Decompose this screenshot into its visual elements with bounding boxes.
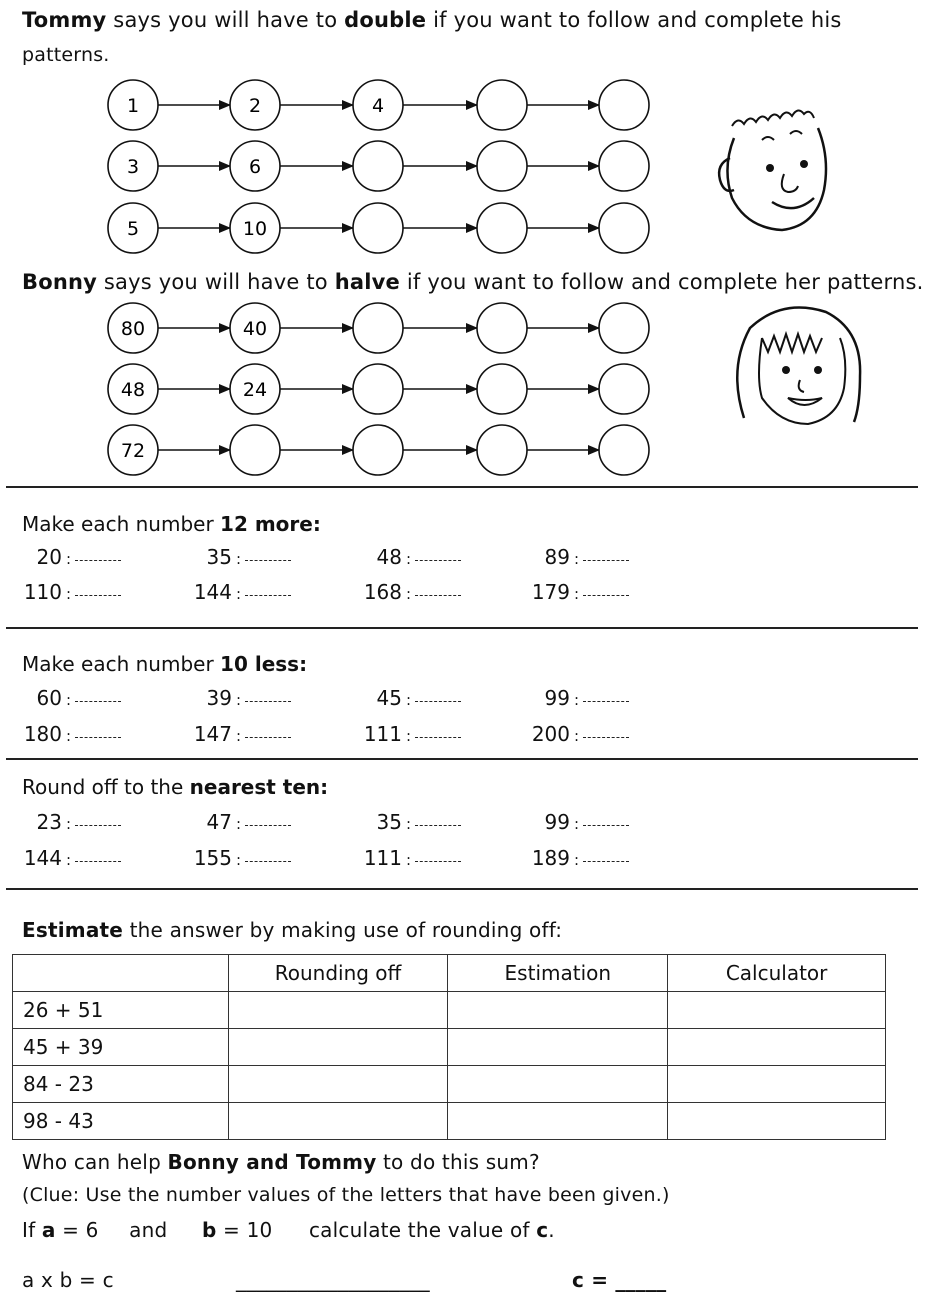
pattern-circle[interactable] [353,303,403,353]
problem-number: 99 [544,686,570,710]
problem-colon: : [406,550,412,568]
estimate-header-row [13,955,886,992]
puzzle-question [22,1150,540,1174]
more12-title [22,512,321,536]
problem-number: 45 [376,686,402,710]
pattern-circle[interactable] [477,303,527,353]
section-divider [6,486,918,488]
problem-colon: : [66,727,72,745]
pattern-circle[interactable] [477,364,527,414]
problem-number: 200 [531,722,570,746]
estimate-title [22,918,562,942]
round-title-text: Round off to the [22,775,190,799]
estimation-cell[interactable] [448,1029,668,1066]
problem-number: 189 [531,846,570,870]
problem-number: 144 [23,846,62,870]
section-divider [6,758,918,760]
puzzle-clue: (Clue: Use the number values of the letters that have been given.) [22,1184,670,1206]
problem-colon: : [236,691,242,709]
problem-colon: : [66,550,72,568]
problem-number: 144 [193,580,232,604]
answer-blank[interactable] [245,737,291,738]
pattern-circle[interactable] [599,303,649,353]
problem-item [362,846,522,870]
problem-number: 47 [206,810,232,834]
answer-blank[interactable] [415,825,461,826]
answer-blank[interactable] [415,861,461,862]
puzzle-and: and [129,1218,168,1242]
estimate-expression: 45 + 39 [13,1029,229,1066]
estimate-table [12,954,886,1140]
less10-title-bold: 10 less: [220,652,308,676]
answer-blank[interactable] [75,737,121,738]
pattern-value: 72 [120,440,146,462]
round-title [22,775,328,799]
problem-number: 60 [36,686,62,710]
pattern-value: 24 [242,379,268,401]
problem-number: 110 [23,580,62,604]
problem-colon: : [236,815,242,833]
answer-blank[interactable] [583,595,629,596]
pattern-circle[interactable] [599,141,649,191]
puzzle-question-names: Bonny and Tommy [167,1150,377,1174]
estimate-expression: 98 - 43 [13,1103,229,1140]
problem-colon: : [574,815,580,833]
problem-number: 89 [544,545,570,569]
answer-blank[interactable] [415,560,461,561]
problem-item [192,846,352,870]
problem-colon: : [66,851,72,869]
table-row [13,1029,886,1066]
problem-number: 35 [206,545,232,569]
answer-blank[interactable] [415,737,461,738]
estimation-cell[interactable] [448,1066,668,1103]
puzzle-calc-end: . [548,1218,555,1242]
rounding-cell[interactable] [228,992,448,1029]
problem-number: 179 [531,580,570,604]
pattern-circle[interactable] [477,203,527,253]
table-row [13,992,886,1029]
tommy-text-1: says you will have to [106,8,345,32]
problem-colon: : [406,815,412,833]
problem-colon: : [574,851,580,869]
problem-item [192,686,352,710]
puzzle-work-line[interactable]: ___________________ [236,1268,430,1292]
answer-blank[interactable] [415,595,461,596]
problem-number: 111 [363,722,402,746]
pattern-circle[interactable] [477,80,527,130]
pattern-circle[interactable] [353,425,403,475]
estimate-title-text: the answer by making use of rounding off: [123,918,563,942]
answer-blank[interactable] [75,861,121,862]
pattern-circle[interactable] [353,203,403,253]
estimation-cell[interactable] [448,992,668,1029]
puzzle-c-answer[interactable]: c = _____ [572,1268,667,1292]
problem-item [362,722,522,746]
problem-item [362,580,522,604]
estimate-header-blank [13,955,229,992]
problem-number: 168 [363,580,402,604]
pattern-value: 40 [242,318,268,340]
pattern-value: 4 [371,95,385,117]
problem-colon: : [66,815,72,833]
puzzle-question-text: Who can help [22,1150,168,1174]
bonny-face-illustration [722,298,872,430]
problem-colon: : [66,585,72,603]
problem-item [362,686,522,710]
tommy-face-illustration [712,98,832,238]
tommy-text-2: if you want to follow and complete his [426,8,842,32]
problem-item [530,846,690,870]
puzzle-calc-text: calculate the value of [308,1218,537,1242]
problem-item [530,545,690,569]
problem-number: 111 [363,846,402,870]
pattern-value: 6 [248,156,262,178]
estimate-header-estimation: Estimation [448,955,668,992]
problem-number: 20 [36,545,62,569]
table-row [13,1103,886,1140]
more12-title-bold: 12 more: [220,512,321,536]
estimate-header-rounding: Rounding off [228,955,448,992]
problem-item [22,722,182,746]
pattern-circle[interactable] [599,364,649,414]
pattern-circle[interactable] [599,425,649,475]
estimate-title-bold: Estimate [22,918,124,942]
problem-item [22,686,182,710]
problem-colon: : [406,585,412,603]
section-divider [6,888,918,890]
calculator-cell[interactable] [668,1066,886,1103]
puzzle-question-end: to do this sum? [376,1150,540,1174]
pattern-value: 5 [126,218,140,240]
answer-blank[interactable] [245,825,291,826]
problem-item [22,810,182,834]
section-divider [6,627,918,629]
answer-blank[interactable] [245,560,291,561]
pattern-circle[interactable] [230,425,280,475]
calculator-cell[interactable] [668,1103,886,1140]
puzzle-given [22,1218,555,1242]
pattern-value: 10 [242,218,268,240]
bonny-name: Bonny [22,270,98,294]
pattern-circle[interactable] [353,141,403,191]
problem-colon: : [66,691,72,709]
tommy-instruction-line2: patterns. [22,44,110,66]
answer-blank[interactable] [583,560,629,561]
problem-item [192,545,352,569]
problem-number: 35 [376,810,402,834]
problem-item [362,810,522,834]
pattern-value: 80 [120,318,146,340]
puzzle-a-value: = 6 [55,1218,99,1242]
pattern-circle[interactable] [477,425,527,475]
bonny-text-2: if you want to follow and complete her patterns. [400,270,924,294]
answer-blank[interactable] [415,701,461,702]
puzzle-calc-var: c [536,1218,549,1242]
problem-number: 23 [36,810,62,834]
less10-title-text: Make each number [22,652,221,676]
pattern-value: 48 [120,379,146,401]
puzzle-equation: a x b = c [22,1268,114,1292]
calculator-cell[interactable] [668,1029,886,1066]
puzzle-b-value: = 10 [216,1218,273,1242]
problem-item [192,810,352,834]
estimation-cell[interactable] [448,1103,668,1140]
problem-number: 180 [23,722,62,746]
round-title-bold: nearest ten: [189,775,329,799]
answer-blank[interactable] [75,595,121,596]
calculator-cell[interactable] [668,992,886,1029]
problem-item [192,580,352,604]
problem-item [192,722,352,746]
problem-colon: : [236,727,242,745]
problem-colon: : [574,691,580,709]
answer-blank[interactable] [583,861,629,862]
problem-item [22,846,182,870]
pattern-value: 3 [126,156,140,178]
tommy-name: Tommy [22,8,107,32]
problem-number: 99 [544,810,570,834]
answer-blank[interactable] [75,701,121,702]
answer-blank[interactable] [245,861,291,862]
pattern-circle[interactable] [599,203,649,253]
problem-colon: : [406,851,412,869]
bonny-operation: halve [334,270,400,294]
rounding-cell[interactable] [228,1029,448,1066]
answer-blank[interactable] [583,737,629,738]
problem-number: 48 [376,545,402,569]
estimate-expression: 84 - 23 [13,1066,229,1103]
table-row [13,1066,886,1103]
problem-colon: : [406,727,412,745]
more12-title-text: Make each number [22,512,221,536]
problem-number: 39 [206,686,232,710]
pattern-circle[interactable] [477,141,527,191]
pattern-circle[interactable] [353,364,403,414]
problem-colon: : [574,585,580,603]
answer-blank[interactable] [75,560,121,561]
problem-number: 155 [193,846,232,870]
pattern-value: 2 [248,95,262,117]
problem-colon: : [236,851,242,869]
puzzle-a-label: a [41,1218,56,1242]
problem-item [530,810,690,834]
estimate-header-calculator: Calculator [668,955,886,992]
problem-colon: : [236,585,242,603]
less10-title [22,652,307,676]
problem-item [530,722,690,746]
estimate-expression: 26 + 51 [13,992,229,1029]
answer-blank[interactable] [245,595,291,596]
problem-item [530,686,690,710]
puzzle-b-label: b [201,1218,217,1242]
problem-colon: : [574,727,580,745]
pattern-circle[interactable] [599,80,649,130]
rounding-cell[interactable] [228,1066,448,1103]
problem-item [22,580,182,604]
rounding-cell[interactable] [228,1103,448,1140]
answer-blank[interactable] [583,701,629,702]
puzzle-if: If [22,1218,42,1242]
answer-blank[interactable] [583,825,629,826]
problem-item [530,580,690,604]
problem-colon: : [406,691,412,709]
pattern-value: 1 [126,95,140,117]
tommy-operation: double [344,8,427,32]
problem-item [362,545,522,569]
bonny-text-1: says you will have to [97,270,335,294]
answer-blank[interactable] [245,701,291,702]
problem-colon: : [236,550,242,568]
problem-number: 147 [193,722,232,746]
answer-blank[interactable] [75,825,121,826]
problem-item [22,545,182,569]
problem-colon: : [574,550,580,568]
